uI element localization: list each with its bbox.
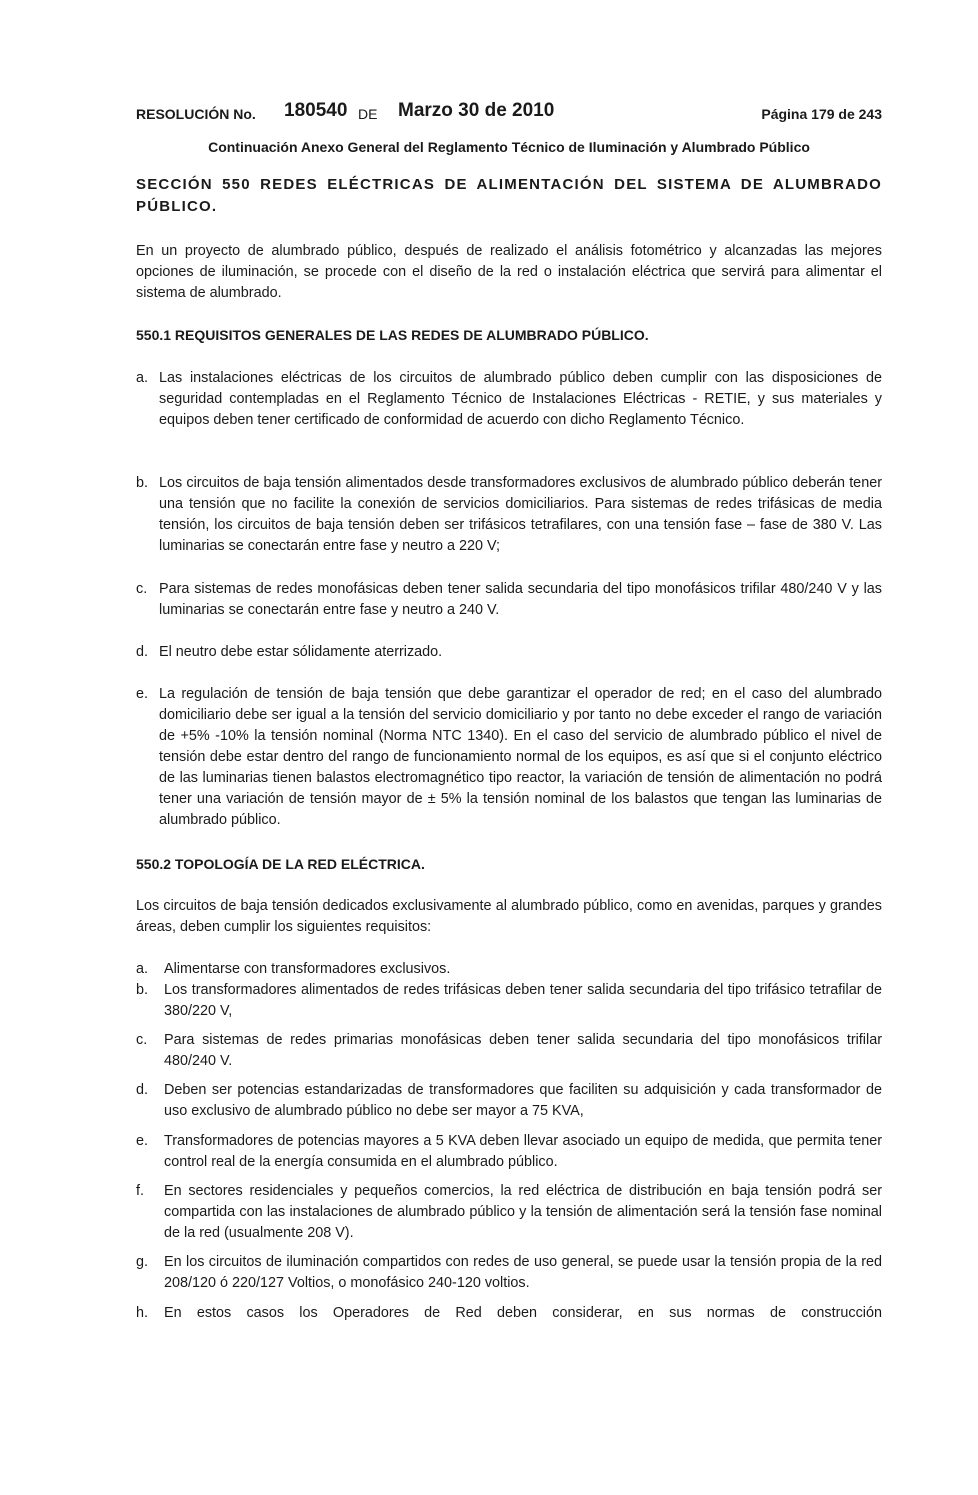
topology-intro: Los circuitos de baja tensión dedicados exclusivamente al alumbrado público, como en avenidas, parques y grandes áreas, deben cumplir los siguientes requisitos:: [136, 898, 882, 935]
list-item-text: Transformadores de potencias mayores a 5 KVA deben llevar asociado un equipo de medida, que permita tener control real de la energía consumida en el alumbrado público.: [164, 1133, 882, 1170]
section-title: SECCIÓN 550 REDES ELÉCTRICAS DE ALIMENTACIÓN DEL SISTEMA DE ALUMBRADO PÚBLICO.: [136, 176, 882, 215]
list-item-text: Para sistemas de redes monofásicas deben tener salida secundaria del tipo monofásicos trifilar 480/240 V y las luminarias se conectarán entre fase y neutro a 240 V.: [159, 581, 882, 618]
list-item-text: Deben ser potencias estandarizadas de transformadores que faciliten su adquisición y cada transformador de uso exclusivo de alumbrado público no debe ser mayor a 75 KVA,: [164, 1082, 882, 1119]
list-item-text: En los circuitos de iluminación compartidos con redes de uso general, se puede usar la tensión propia de la red 208/120 ó 220/127 Voltios, o monofásico 240-120 voltios.: [164, 1254, 882, 1291]
list-item-letter: a.: [136, 961, 149, 977]
list-item: [136, 1252, 882, 1294]
list-item: [136, 684, 882, 831]
list-item-letter: e.: [136, 686, 149, 702]
list-item: [136, 959, 882, 980]
list-item: [136, 1131, 882, 1173]
list-item-letter: g.: [136, 1254, 149, 1270]
document-header: [136, 100, 882, 128]
list-item: [136, 1030, 882, 1072]
date-connector: DE: [358, 106, 378, 122]
list-item-letter: b.: [136, 475, 149, 491]
list-item: [136, 1080, 882, 1122]
list-item-letter: d.: [136, 644, 149, 660]
list-item-letter: e.: [136, 1133, 149, 1149]
list-item-text: En sectores residenciales y pequeños comercios, la red eléctrica de distribución en baja tensión podrá ser compartida con las instalaciones de alumbrado público y la tensión de alimentación será la tensión fase nominal de la red (usualmente 208 V).: [164, 1183, 882, 1241]
list-item-text: Para sistemas de redes primarias monofásicas deben tener salida secundaria del tipo monofásicos trifilar 480/240 V.: [164, 1032, 882, 1069]
heading-550-1: 550.1 REQUISITOS GENERALES DE LAS REDES DE ALUMBRADO PÚBLICO.: [136, 327, 649, 343]
list-item: [136, 642, 882, 663]
resolution-label: RESOLUCIÓN No.: [136, 106, 256, 122]
list-item: [136, 368, 882, 431]
list-item-text: Las instalaciones eléctricas de los circuitos de alumbrado público deben cumplir con las disposiciones de seguridad contempladas en el Reglamento Técnico de Instalaciones Eléctricas - RETIE, y sus materiales y equipos deben tener certificado de conformidad de acuerdo con dicho Reglamento Técnico.: [159, 370, 882, 428]
list-item-text: El neutro debe estar sólidamente aterrizado.: [159, 644, 443, 660]
list-item-text: Los circuitos de baja tensión alimentados desde transformadores exclusivos de alumbrado público deberán tener una tensión que no facilite la conexión de servicios domiciliarios. Para sistemas de redes trifásicas de media tensión, los circuitos de baja tensión deben ser trifásicos tetrafilares, con una tensión fase – fase de 380 V. Las luminarias se conectarán entre fase y neutro a 220 V;: [159, 475, 882, 554]
resolution-date: Marzo 30 de 2010: [398, 100, 555, 121]
list-item-letter: f.: [136, 1183, 144, 1199]
list-item-text: Los transformadores alimentados de redes trifásicas deben tener salida secundaria del tipo trifásico tetrafilar de 380/220 V,: [164, 982, 882, 1019]
list-item-letter: c.: [136, 581, 148, 597]
list-item: [136, 473, 882, 557]
list-item: [136, 1181, 882, 1244]
list-item: [136, 579, 882, 621]
list-item-text: Alimentarse con transformadores exclusivos.: [164, 961, 451, 977]
document-subtitle: Continuación Anexo General del Reglamento Técnico de Iluminación y Alumbrado Público: [208, 139, 810, 155]
page-number: Página 179 de 243: [761, 106, 882, 122]
list-item-text: En estos casos los Operadores de Red deben considerar, en sus normas de construcción: [164, 1305, 882, 1321]
heading-550-2: 550.2 TOPOLOGÍA DE LA RED ELÉCTRICA.: [136, 856, 425, 872]
intro-paragraph: En un proyecto de alumbrado público, después de realizado el análisis fotométrico y alcanzadas las mejores opciones de iluminación, se procede con el diseño de la red o instalación eléctrica que servirá para alimentar el sistema de alumbrado.: [136, 243, 882, 301]
resolution-number: 180540: [284, 100, 348, 121]
list-item-letter: h.: [136, 1305, 149, 1321]
list-item-letter: d.: [136, 1082, 149, 1098]
list-item-letter: a.: [136, 370, 149, 386]
list-item-letter: b.: [136, 982, 149, 998]
list-item: [136, 1303, 882, 1324]
list-item: [136, 980, 882, 1022]
list-item-text: La regulación de tensión de baja tensión que debe garantizar el operador de red; en el caso del alumbrado domiciliario debe ser igual a la tensión del servicio domiciliario y por tanto no debe exceder el rango de variación de +5% -10% la tensión nominal (Norma NTC 1340). En el caso del servicio de alumbrado público el nivel de tensión debe estar dentro del rango de funcionamiento normal de los equipos, es así que si el conjunto eléctrico de las luminarias tienen balastos electromagnético tipo reactor, la variación de tensión de alimentación no podrá tener una variación de tensión mayor de ± 5% la tensión nominal de los balastos que tengan las luminarias de alumbrado público.: [159, 686, 882, 828]
list-item-letter: c.: [136, 1032, 148, 1048]
